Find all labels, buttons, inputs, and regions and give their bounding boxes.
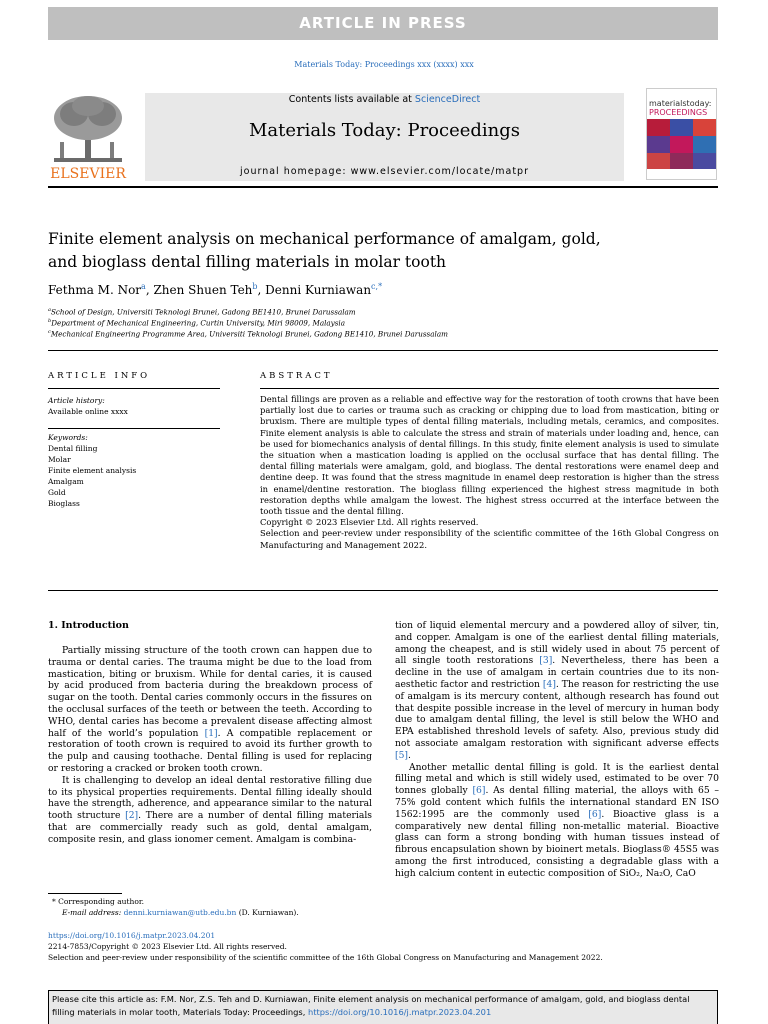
body-column-left: [48, 645, 372, 846]
affiliation-divider: [48, 350, 718, 351]
author: Fethma M. Nor$^a$,: [48, 282, 154, 297]
abstract-text: Dental fillings are proven as a reliable and effective way for the restoration of tooth crowns that have been partially lost due to caries or trauma such as cracking or chipping due to load from mastication, biting or bruxism. There are multiple types of dental filling materials, including metals, ceramics, and composites. Finite element analysis is able to calculate the stress and strain of materials under loading and, hence, can be used for biomechanics analysis of dental fillings. In this study, finite element analysis is used to simulate the situation when a mastication loading is applied on the occlusal surface that has dental filling. The dental filling materials were amalgam, gold, and bioglass. The dental restorations were enamel deep and dentine deep. It was found that the stress magnitude in enamel deep restoration is higher than the stress in enamel/dentine restoration. The bioglass filling experienced the highest stress magnitude in both restoration depths while amalgam the lowest. The highest stress occurred at the interface between the tooth tissue and the dental filling. Copyright © 2023 Elsevier Ltd. All rights reserved. Selection and peer-review under responsibility of the scientific committee of the 16th Global Congress on Manufacturing and Management 2022.: [260, 394, 719, 550]
article-info-divider: [48, 388, 220, 389]
author: Zhen Shuen Teh$^b$,: [153, 282, 266, 297]
contents-line: Contents lists available at ScienceDirect: [288, 94, 481, 105]
keywords-list: Keywords: Dental filling Molar Finite element analysis Amalgam Gold Bioglass: [48, 432, 220, 509]
abstract-bottom-divider: [48, 590, 718, 591]
article-in-press-banner: ARTICLE IN PRESS: [48, 7, 718, 40]
citation-ref-link[interactable]: [4]: [542, 678, 556, 690]
affiliation: $^c$Mechanical Engineering Programme Area, Universiti Teknologi Brunei, Gadong BE1410, Brunei Darussalam: [48, 329, 448, 339]
footnote-divider: [48, 893, 122, 894]
sciencedirect-link[interactable]: ScienceDirect: [414, 94, 481, 105]
citation-ref-link[interactable]: [6]: [472, 785, 486, 797]
journal-cover-image: [646, 88, 717, 180]
section-heading: 1. Introduction: [48, 620, 129, 631]
abstract-heading: ABSTRACT: [260, 371, 333, 381]
paragraph: Partially missing structure of the tooth crown can happen due to trauma or dental caries. The trauma might be due to the load from mastication, biting or bruxism. While for dental caries, it is caused by acid produced from bacteria during the breakdown process of sugar on the tooth. Dental caries commonly occurs in the fissures on the occlusal surfaces of the teeth or between the teeth. According to WHO, dental caries has become a prevalent disease affecting almost half of the world’s population [1]. A compatible replacement or restoration of tooth crown is required to avoid its further growth to the pulp and causing toothache. Dental filling is used for replacing or restoring a cracked or broken tooth crown.: [48, 645, 372, 774]
paragraph: Another metallic dental filling is gold. It is the earliest dental filling metal and which is still widely used, estimated to be over 70 tonnes globally [6]. As dental filling material, the alloys with 65 – 75% gold content which fulfils the international standard EN ISO 1562:1995 are the commonly used [6]. Bioactive glass is a comparatively new dental filling non-metallic material. Bioactive glass can form a strong bonding with human tissues instead of fibrous encapsulation shown by bioinert metals. Bioglass® 45S5 was among the first introduced, consisting a degradable glass with a high calcium content in eutectic composition of SiO₂, Na₂O, CaO: [395, 761, 720, 879]
keyword: Gold: [48, 488, 66, 497]
keyword: Bioglass: [48, 499, 80, 508]
footnote: * Corresponding author. E-mail address: denni.kurniawan@utb.edu.bn (D. Kurniawan).: [52, 897, 299, 917]
article-history: Article history: Available online xxxx: [48, 396, 128, 416]
author: Denni Kurniawan$^{c,*}$: [265, 282, 383, 297]
citation-ref-link[interactable]: [2]: [125, 810, 139, 822]
citation-doi-link[interactable]: https://doi.org/10.1016/j.matpr.2023.04.201: [308, 1007, 492, 1017]
journal-title: Materials Today: Proceedings: [248, 120, 521, 141]
citation-ref-link[interactable]: [5]: [395, 749, 409, 761]
article-doi-block: https://doi.org/10.1016/j.matpr.2023.04.201 2214-7853/Copyright © 2023 Elsevier Ltd. All rights reserved. Selection and peer-review under responsibility of the scientific committee of the 16th Global Congress on Manufacturing and Management 2022.: [48, 930, 728, 963]
body-column-right: [395, 620, 719, 880]
paragraph: It is challenging to develop an ideal dental restorative filling due to its physical properties requirements. Dental filling ideally should have the strength, adherence, and appearance similar to the natural tooth structure [2]. There are a number of dental filling materials that are commercially ready such as gold, dental amalgam, composite resin, and glass ionomer cement. Amalgam is combina-: [48, 774, 372, 845]
journal-reference-link[interactable]: Materials Today: Proceedings xxx (xxxx) xxx: [294, 60, 474, 69]
keyword: Amalgam: [48, 477, 84, 486]
keyword: Finite element analysis: [48, 466, 137, 475]
cover-mosaic-icon: [647, 119, 716, 169]
keyword: Molar: [48, 455, 71, 464]
affiliation: $^b$Department of Mechanical Engineering, Curtin University, Miri 98009, Malaysia: [48, 318, 346, 328]
abstract-divider: [260, 388, 719, 389]
citation-ref-link[interactable]: [3]: [539, 655, 553, 667]
article-title: Finite element analysis on mechanical performance of amalgam, gold, and bioglass dental filling materials in molar tooth: [48, 230, 601, 271]
cover-title: materialstoday: PROCEEDINGS: [649, 99, 712, 117]
citation-ref-link[interactable]: [6]: [588, 808, 602, 820]
article-info-heading: ARTICLE INFO: [48, 371, 151, 381]
citation-box: Please cite this article as: F.M. Nor, Z.S. Teh and D. Kurniawan, Finite element analysis on mechanical performance of amalgam, gold, and bioglass dental filling materials in molar tooth, Materials Today: Proceedings, https://doi.org/10.1016/j.matpr.2023.04.201: [48, 990, 718, 1024]
elsevier-tree-icon: [48, 92, 128, 164]
keywords-divider: [48, 428, 220, 429]
doi-link[interactable]: https://doi.org/10.1016/j.matpr.2023.04.201: [48, 931, 216, 940]
paragraph: tion of liquid elemental mercury and a powdered alloy of silver, tin, and copper. Amalgam is one of the earliest dental filling materials, among the cheapest, and is still widely used in about 75 percent of all single tooth restorations [3]. Nevertheless, there has been a decline in the use of amalgam in certain countries due to its non-aesthetic factor and restriction [4]. The reason for restricting the use of amalgam is its mercury content, although research has found out that despite possible increase in the level of mercury in human body due to amalgam dental filling, the level is still below the WHO and EPA established threshold levels of safety. Also, previous study did not associate amalgam restoration with significant adverse effects [5].: [395, 620, 719, 761]
elsevier-wordmark: ELSEVIER: [50, 166, 126, 182]
author-list: [48, 282, 668, 297]
journal-homepage[interactable]: journal homepage: www.elsevier.com/locate/matpr: [240, 166, 529, 177]
affiliation: $^a$School of Design, Universiti Teknologi Brunei, Gadong BE1410, Brunei Darussalam: [48, 307, 356, 317]
elsevier-logo: [48, 92, 128, 182]
keyword: Dental filling: [48, 444, 98, 453]
header-divider: [48, 186, 718, 188]
citation-ref-link[interactable]: [1]: [204, 727, 218, 739]
email-link[interactable]: denni.kurniawan@utb.edu.bn: [123, 908, 237, 917]
